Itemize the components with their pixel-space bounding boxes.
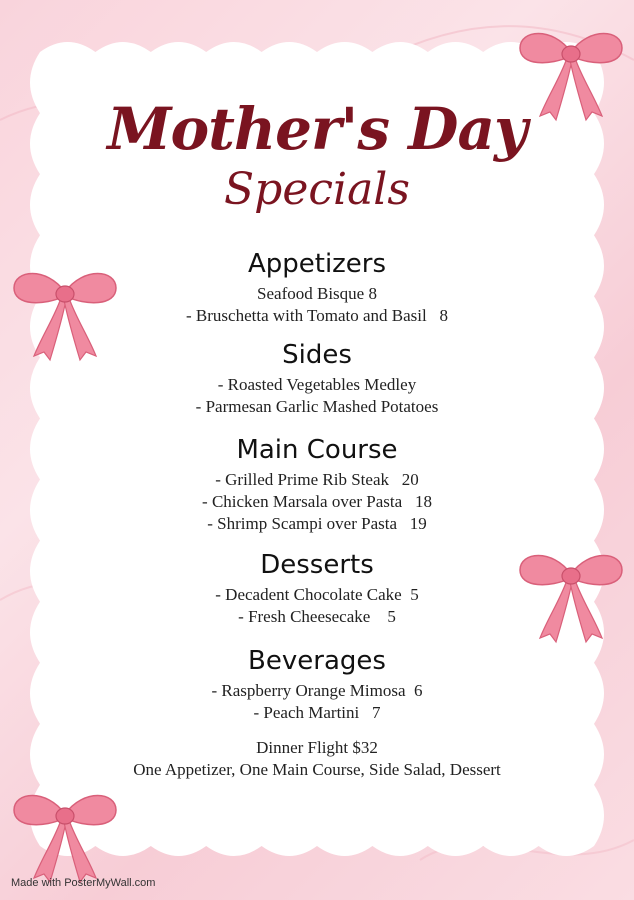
menu-item: - Fresh Cheesecake 5 <box>238 606 396 626</box>
section-heading: Beverages <box>248 646 386 676</box>
menu-title: Mother's Day <box>107 95 527 163</box>
menu-subtitle: Specials <box>224 164 410 215</box>
section-beverages <box>0 647 634 724</box>
watermark-credit: Made with PosterMyWall.com <box>11 877 156 889</box>
section-heading: Sides <box>282 340 352 370</box>
menu-item: - Grilled Prime Rib Steak 20 <box>215 469 419 489</box>
section-sides <box>0 341 634 418</box>
menu-item: - Bruschetta with Tomato and Basil 8 <box>186 305 448 325</box>
menu-item: - Shrimp Scampi over Pasta 19 <box>207 513 427 533</box>
dinner-flight-description: One Appetizer, One Main Course, Side Salad, Dessert <box>133 760 501 779</box>
section-appetizers <box>0 250 634 327</box>
section-desserts <box>0 551 634 628</box>
section-heading: Main Course <box>236 435 398 465</box>
section-main-course <box>0 436 634 535</box>
menu-item: - Raspberry Orange Mimosa 6 <box>211 680 423 700</box>
menu-item: - Decadent Chocolate Cake 5 <box>215 584 419 604</box>
menu-item: - Roasted Vegetables Medley <box>217 374 417 394</box>
menu-item: - Chicken Marsala over Pasta 18 <box>202 491 432 511</box>
menu-item: - Peach Martini 7 <box>253 702 381 722</box>
menu-item: - Parmesan Garlic Mashed Potatoes <box>195 396 439 416</box>
section-heading: Appetizers <box>247 249 387 279</box>
dinner-flight-price: Dinner Flight $32 <box>256 738 378 757</box>
dinner-flight <box>0 737 634 781</box>
menu-item: Seafood Bisque 8 <box>257 283 377 303</box>
section-heading: Desserts <box>260 550 374 580</box>
